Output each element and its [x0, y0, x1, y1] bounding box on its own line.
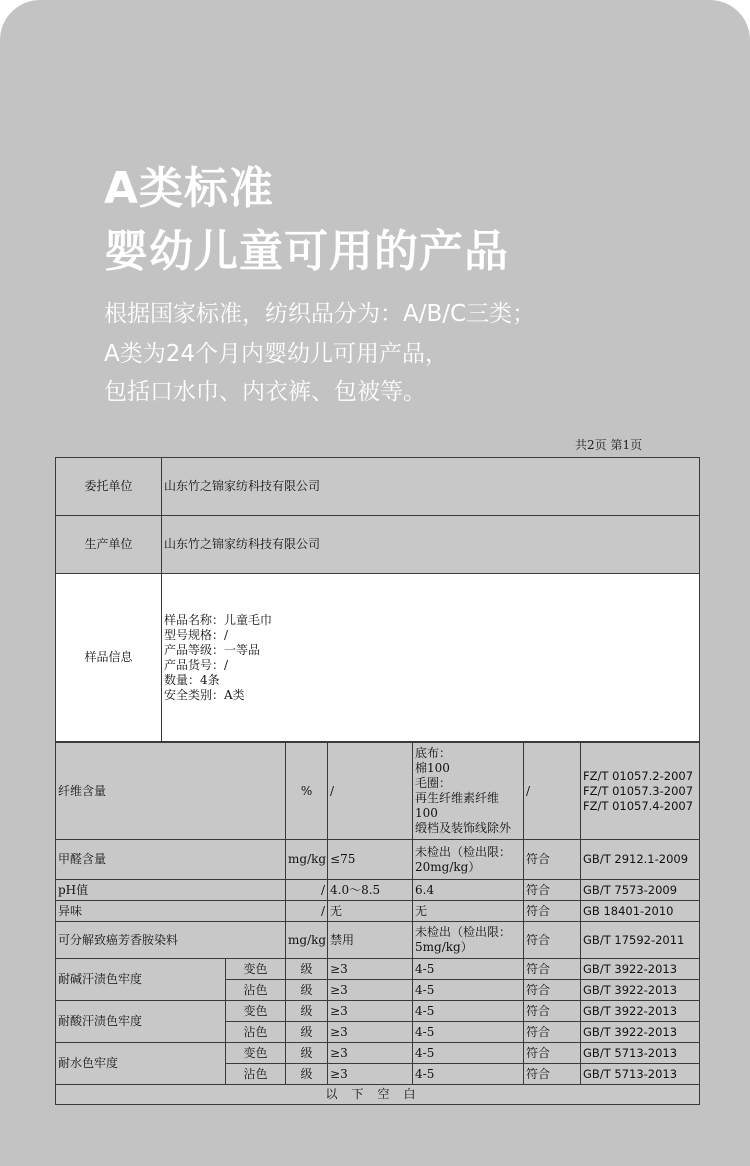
formaldehyde-standard: GB/T 2912.1-2009	[581, 840, 700, 880]
acid-req: ≥3	[328, 1001, 413, 1022]
producer-label: 生产单位	[56, 516, 162, 574]
fiber-item: 纤维含量	[56, 743, 286, 840]
fiber-verdict: /	[524, 743, 581, 840]
acid-unit: 级	[286, 1001, 328, 1022]
sample-label: 样品信息	[56, 574, 162, 742]
formaldehyde-verdict: 符合	[524, 840, 581, 880]
sample-info-line: 产品货号：/	[164, 657, 229, 672]
azo-result	[413, 922, 524, 959]
acid-unit: 级	[286, 1022, 328, 1043]
azo-item: 可分解致癌芳香胺染料	[56, 922, 286, 959]
azo-unit: mg/kg	[286, 922, 328, 959]
sample-info-line: 产品等级：一等品	[164, 642, 261, 657]
alkali-result: 4-5	[413, 980, 524, 1001]
water-standard: GB/T 5713-2013	[581, 1064, 700, 1085]
fiber-standard	[581, 743, 700, 840]
azo-req: 禁用	[328, 922, 413, 959]
acid-verdict: 符合	[524, 1022, 581, 1043]
description-line-1: 根据国家标准，纺织品分为：A/B/C三类；	[104, 301, 536, 327]
alkali-standard: GB/T 3922-2013	[581, 980, 700, 1001]
producer-value: 山东竹之锦家纺科技有限公司	[162, 516, 700, 574]
odor-verdict: 符合	[524, 901, 581, 922]
acid-standard: GB/T 3922-2013	[581, 1001, 700, 1022]
acid-standard: GB/T 3922-2013	[581, 1022, 700, 1043]
sample-info-line: 安全类别：A类	[164, 687, 245, 702]
acid-result: 4-5	[413, 1001, 524, 1022]
acid-sub: 变色	[226, 1001, 286, 1022]
table-row	[56, 743, 700, 840]
fiber-req: /	[328, 743, 413, 840]
alkali-unit: 级	[286, 980, 328, 1001]
blank-note: 以下空白	[56, 1085, 700, 1105]
azo-standard: GB/T 17592-2011	[581, 922, 700, 959]
formaldehyde-req: ≤75	[328, 840, 413, 880]
table-row	[56, 959, 700, 980]
alkali-req: ≥3	[328, 980, 413, 1001]
fiber-result-line: 100	[415, 806, 438, 820]
fiber-result-line: 毛圈：	[415, 776, 452, 790]
test-results-table	[55, 742, 700, 1105]
ph-verdict: 符合	[524, 880, 581, 901]
odor-unit: /	[286, 901, 328, 922]
odor-item: 异味	[56, 901, 286, 922]
water-verdict: 符合	[524, 1064, 581, 1085]
azo-verdict: 符合	[524, 922, 581, 959]
description-line-2: A类为24个月内婴幼儿可用产品，	[104, 341, 449, 367]
ph-req: 4.0～8.5	[328, 880, 413, 901]
fiber-result-line: 棉100	[415, 761, 450, 775]
alkali-unit: 级	[286, 959, 328, 980]
fiber-standard-line: FZ/T 01057.2-2007	[583, 768, 694, 783]
water-verdict: 符合	[524, 1043, 581, 1064]
alkali-sub: 沾色	[226, 980, 286, 1001]
client-row	[56, 458, 700, 516]
fiber-standard-line: FZ/T 01057.3-2007	[583, 783, 694, 798]
ph-item: pH值	[56, 880, 286, 901]
acid-req: ≥3	[328, 1022, 413, 1043]
acid-verdict: 符合	[524, 1001, 581, 1022]
table-row	[56, 1085, 700, 1105]
table-row	[56, 840, 700, 880]
table-row	[56, 922, 700, 959]
odor-result: 无	[413, 901, 524, 922]
sample-info-line: 型号规格：/	[164, 627, 229, 642]
page-info: 共2页 第1页	[575, 438, 643, 452]
alkali-standard: GB/T 3922-2013	[581, 959, 700, 980]
acid-result: 4-5	[413, 1022, 524, 1043]
fiber-result-line: 底布：	[415, 746, 452, 760]
report-header-table	[55, 457, 700, 742]
sample-info-line: 样品名称：儿童毛巾	[164, 612, 273, 627]
formaldehyde-unit: mg/kg	[286, 840, 328, 880]
azo-result-line: 未检出（检出限：	[415, 925, 512, 939]
formaldehyde-result-line: 未检出（检出限：	[415, 844, 512, 859]
alkali-item: 耐碱汗渍色牢度	[56, 959, 226, 1001]
ph-standard: GB/T 7573-2009	[581, 880, 700, 901]
table-row	[56, 1001, 700, 1022]
formaldehyde-result	[413, 840, 524, 880]
odor-req: 无	[328, 901, 413, 922]
water-result: 4-5	[413, 1043, 524, 1064]
fiber-result-line: 缎档及装饰线除外	[415, 821, 512, 835]
water-result: 4-5	[413, 1064, 524, 1085]
water-unit: 级	[286, 1064, 328, 1085]
table-row	[56, 901, 700, 922]
water-sub: 变色	[226, 1043, 286, 1064]
description-line-3: 包括口水巾、内衣裤、包被等。	[104, 379, 426, 405]
alkali-req: ≥3	[328, 959, 413, 980]
test-report-sheet	[55, 457, 700, 1102]
alkali-verdict: 符合	[524, 959, 581, 980]
fiber-standard-line: FZ/T 01057.4-2007	[583, 798, 694, 813]
table-row	[56, 1043, 700, 1064]
alkali-result: 4-5	[413, 959, 524, 980]
fiber-result-line: 再生纤维素纤维	[415, 791, 500, 805]
water-item: 耐水色牢度	[56, 1043, 226, 1085]
water-standard: GB/T 5713-2013	[581, 1043, 700, 1064]
client-value: 山东竹之锦家纺科技有限公司	[162, 458, 700, 516]
odor-standard: GB 18401-2010	[581, 901, 700, 922]
formaldehyde-result-line: 20mg/kg）	[415, 859, 481, 874]
water-req: ≥3	[328, 1043, 413, 1064]
sample-info-line: 数量：4条	[164, 672, 220, 687]
ph-unit: /	[286, 880, 328, 901]
sample-info	[162, 574, 700, 742]
formaldehyde-item: 甲醛含量	[56, 840, 286, 880]
client-label: 委托单位	[56, 458, 162, 516]
water-unit: 级	[286, 1043, 328, 1064]
water-req: ≥3	[328, 1064, 413, 1085]
alkali-sub: 变色	[226, 959, 286, 980]
azo-result-line: 5mg/kg）	[415, 940, 473, 954]
water-sub: 沾色	[226, 1064, 286, 1085]
producer-row	[56, 516, 700, 574]
alkali-verdict: 符合	[524, 980, 581, 1001]
acid-sub: 沾色	[226, 1022, 286, 1043]
ph-result: 6.4	[413, 880, 524, 901]
fiber-result	[413, 743, 524, 840]
acid-item: 耐酸汗渍色牢度	[56, 1001, 226, 1043]
table-row	[56, 880, 700, 901]
sample-row	[56, 574, 700, 742]
heading-line-2: 婴幼儿童可用的产品	[104, 226, 509, 277]
heading-line-1: A类标准	[104, 163, 275, 214]
fiber-unit: %	[286, 743, 328, 840]
